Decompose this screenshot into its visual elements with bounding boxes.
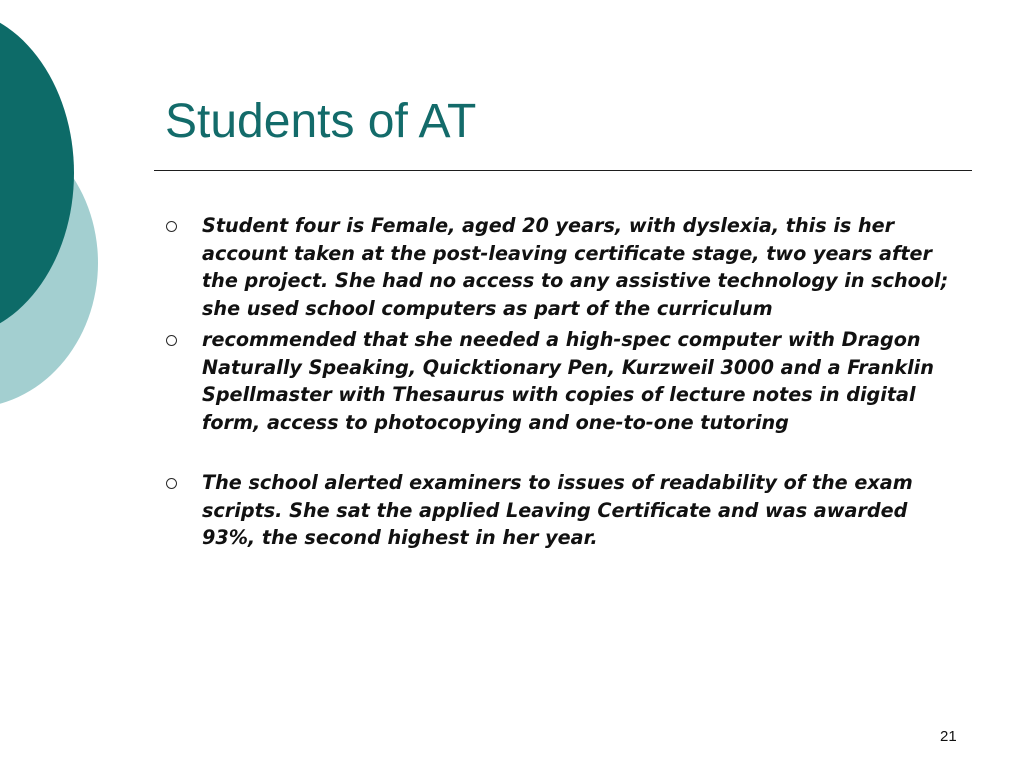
bullet-item xyxy=(164,212,964,322)
bullet-text: Student four is Female, aged 20 years, with dyslexia, this is her account taken at the post-leaving certificate stage, two years after the project. She had no access to any assistive technology in school; she used school computers as part of the curriculum xyxy=(202,214,949,320)
title-divider xyxy=(154,170,972,171)
bullet-text: The school alerted examiners to issues of readability of the exam scripts. She sat the applied Leaving Certificate and was awarded 93%, the second highest in her year. xyxy=(202,471,913,549)
page-number: 21 xyxy=(940,728,957,745)
bullet-circle-icon xyxy=(166,335,177,346)
bullet-circle-icon xyxy=(166,221,177,232)
bullet-item xyxy=(164,469,964,552)
bullet-circle-icon xyxy=(166,478,177,489)
bullet-text: recommended that she needed a high-spec computer with Dragon Naturally Speaking, Quicktionary Pen, Kurzweil 3000 and a Franklin Spellmaster with Thesaurus with copies of lecture notes in digital form, access to photocopying and one-to-one tutoring xyxy=(202,328,934,434)
bullet-list xyxy=(164,212,964,552)
bullet-item xyxy=(164,326,964,436)
slide-title: Students of AT xyxy=(165,95,477,148)
